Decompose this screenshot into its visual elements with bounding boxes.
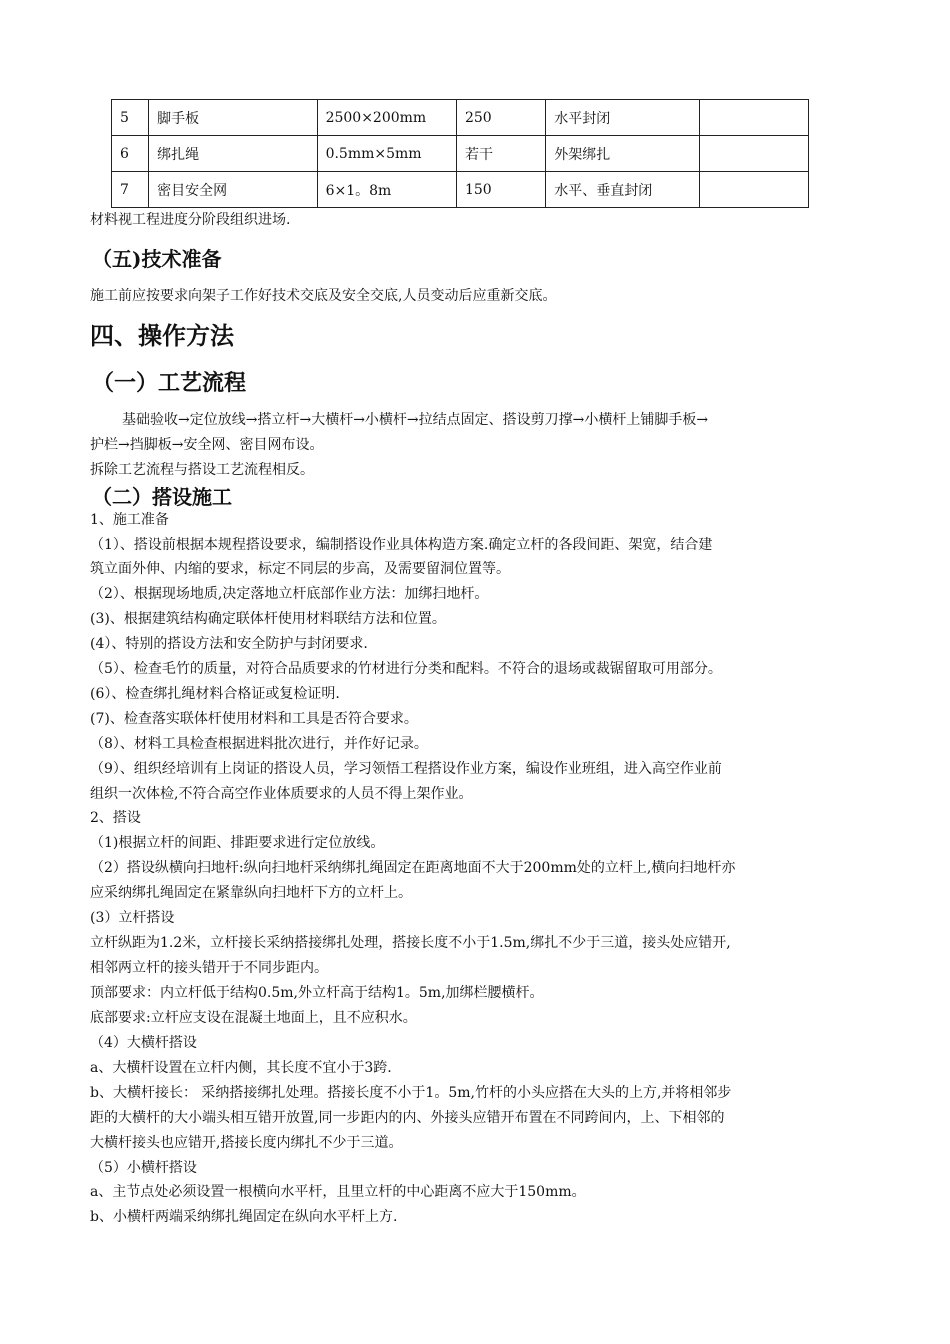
table-cell: 6: [112, 136, 149, 172]
paragraph: 1、施工准备: [90, 512, 169, 528]
paragraph: 立杆纵距为1.2米，立杆接长采纳搭接绑扎处理，搭接长度不小于1.5m,绑扎不少于三道，接头处应错开,: [90, 935, 731, 951]
table-cell: [699, 172, 808, 208]
paragraph: (7)、检查落实联体杆使用材料和工具是否符合要求。: [90, 711, 418, 727]
paragraph: 2、搭设: [90, 810, 141, 826]
paragraph: (4）、特别的搭设方法和安全防护与封闭要求.: [90, 636, 368, 652]
paragraph: 应采纳绑扎绳固定在紧靠纵向扫地杆下方的立杆上。: [90, 885, 412, 901]
paragraph: 基础验收→定位放线→搭立杆→大横杆→小横杆→拉结点固定、搭设剪刀撑→小横杆上铺脚手板→: [122, 412, 709, 428]
subsection-heading-process-flow: （一）工艺流程: [92, 370, 247, 396]
paragraph: 护栏→挡脚板→安全网、密目网布设。: [90, 437, 324, 453]
paragraph: 施工前应按要求向架子工作好技术交底及安全交底,人员变动后应重新交底。: [90, 288, 557, 304]
table-cell: 密目安全网: [149, 172, 317, 208]
paragraph: （2）、根据现场地质,决定落地立杆底部作业方法：加绑扫地杆。: [90, 586, 489, 602]
table-cell: 0.5mm×5mm: [317, 136, 456, 172]
table-cell: 150: [456, 172, 545, 208]
paragraph: 距的大横杆的大小端头相互错开放置,同一步距内的内、外接头应错开布置在不同跨间内，上、下相邻的: [90, 1110, 725, 1126]
paragraph: （5）小横杆搭设: [90, 1160, 197, 1176]
table-row: [112, 172, 809, 208]
paragraph: 顶部要求：内立杆低于结构0.5m,外立杆高于结构1。5m,加绑栏腰横杆。: [90, 985, 544, 1001]
paragraph: (3）立杆搭设: [90, 910, 175, 926]
paragraph: b、小横杆两端采纳绑扎绳固定在纵向水平杆上方.: [90, 1209, 398, 1225]
paragraph: 相邻两立杆的接头错开于不同步距内。: [90, 960, 328, 976]
table-note: 材料视工程进度分阶段组织进场.: [90, 212, 291, 228]
table-cell: 2500×200mm: [317, 100, 456, 136]
paragraph: （2）搭设纵横向扫地杆:纵向扫地杆采纳绑扎绳固定在距离地面不大于200mm处的立杆上,横向扫地杆亦: [90, 860, 736, 876]
paragraph: a、大横杆设置在立杆内侧，其长度不宜小于3跨.: [90, 1060, 392, 1076]
table-cell: 水平封闭: [546, 100, 699, 136]
paragraph: （1)根据立杆的间距、排距要求进行定位放线。: [90, 835, 385, 851]
table-row: [112, 136, 809, 172]
table-cell: 脚手板: [149, 100, 317, 136]
table-cell: 5: [112, 100, 149, 136]
table-cell: 7: [112, 172, 149, 208]
table-cell: 若干: [456, 136, 545, 172]
section-heading-tech-prep: （五)技术准备: [92, 247, 222, 271]
paragraph: 组织一次体检,不符合高空作业体质要求的人员不得上架作业。: [90, 786, 473, 802]
paragraph: 筑立面外伸、内缩的要求，标定不同层的步高，及需要留洞位置等。: [90, 561, 510, 577]
table-cell: 250: [456, 100, 545, 136]
paragraph: （8）、材料工具检查根据进料批次进行，并作好记录。: [90, 736, 428, 752]
paragraph: （4）大横杆搭设: [90, 1035, 197, 1051]
paragraph: （1）、搭设前根据本规程搭设要求，编制搭设作业具体构造方案.确定立杆的各段间距、架宽，结合建: [90, 537, 713, 553]
paragraph: （5）、检查毛竹的质量，对符合品质要求的竹材进行分类和配料。不符合的退场或裁锯留取可用部分。: [90, 661, 722, 677]
paragraph: 拆除工艺流程与搭设工艺流程相反。: [90, 462, 314, 478]
table-cell: [699, 100, 808, 136]
table-cell: 外架绑扎: [546, 136, 699, 172]
materials-table: [111, 99, 809, 208]
subsection-heading-erection: （二）搭设施工: [92, 485, 232, 509]
paragraph: 底部要求:立杆应支设在混凝土地面上，且不应积水。: [90, 1010, 417, 1026]
paragraph: （9）、组织经培训有上岗证的搭设人员，学习领悟工程搭设作业方案，编设作业班组，进入高空作业前: [90, 761, 722, 777]
table-cell: 6×1。8m: [317, 172, 456, 208]
paragraph: b、大横杆接长： 采纳搭接绑扎处理。搭接长度不小于1。5m,竹杆的小头应搭在大头的上方,并将相邻步: [90, 1085, 732, 1101]
chapter-heading: 四、操作方法: [90, 321, 234, 350]
table-cell: 绑扎绳: [149, 136, 317, 172]
paragraph: 大横杆接头也应错开,搭接长度内绑扎不少于三道。: [90, 1135, 403, 1151]
table-cell: 水平、垂直封闭: [546, 172, 699, 208]
paragraph: (3)、根据建筑结构确定联体杆使用材料联结方法和位置。: [90, 611, 446, 627]
table-cell: [699, 136, 808, 172]
table-row: [112, 100, 809, 136]
paragraph: (6）、检查绑扎绳材料合格证或复检证明.: [90, 686, 340, 702]
paragraph: a、主节点处必须设置一根横向水平杆，且里立杆的中心距离不应大于150mm。: [90, 1184, 586, 1200]
